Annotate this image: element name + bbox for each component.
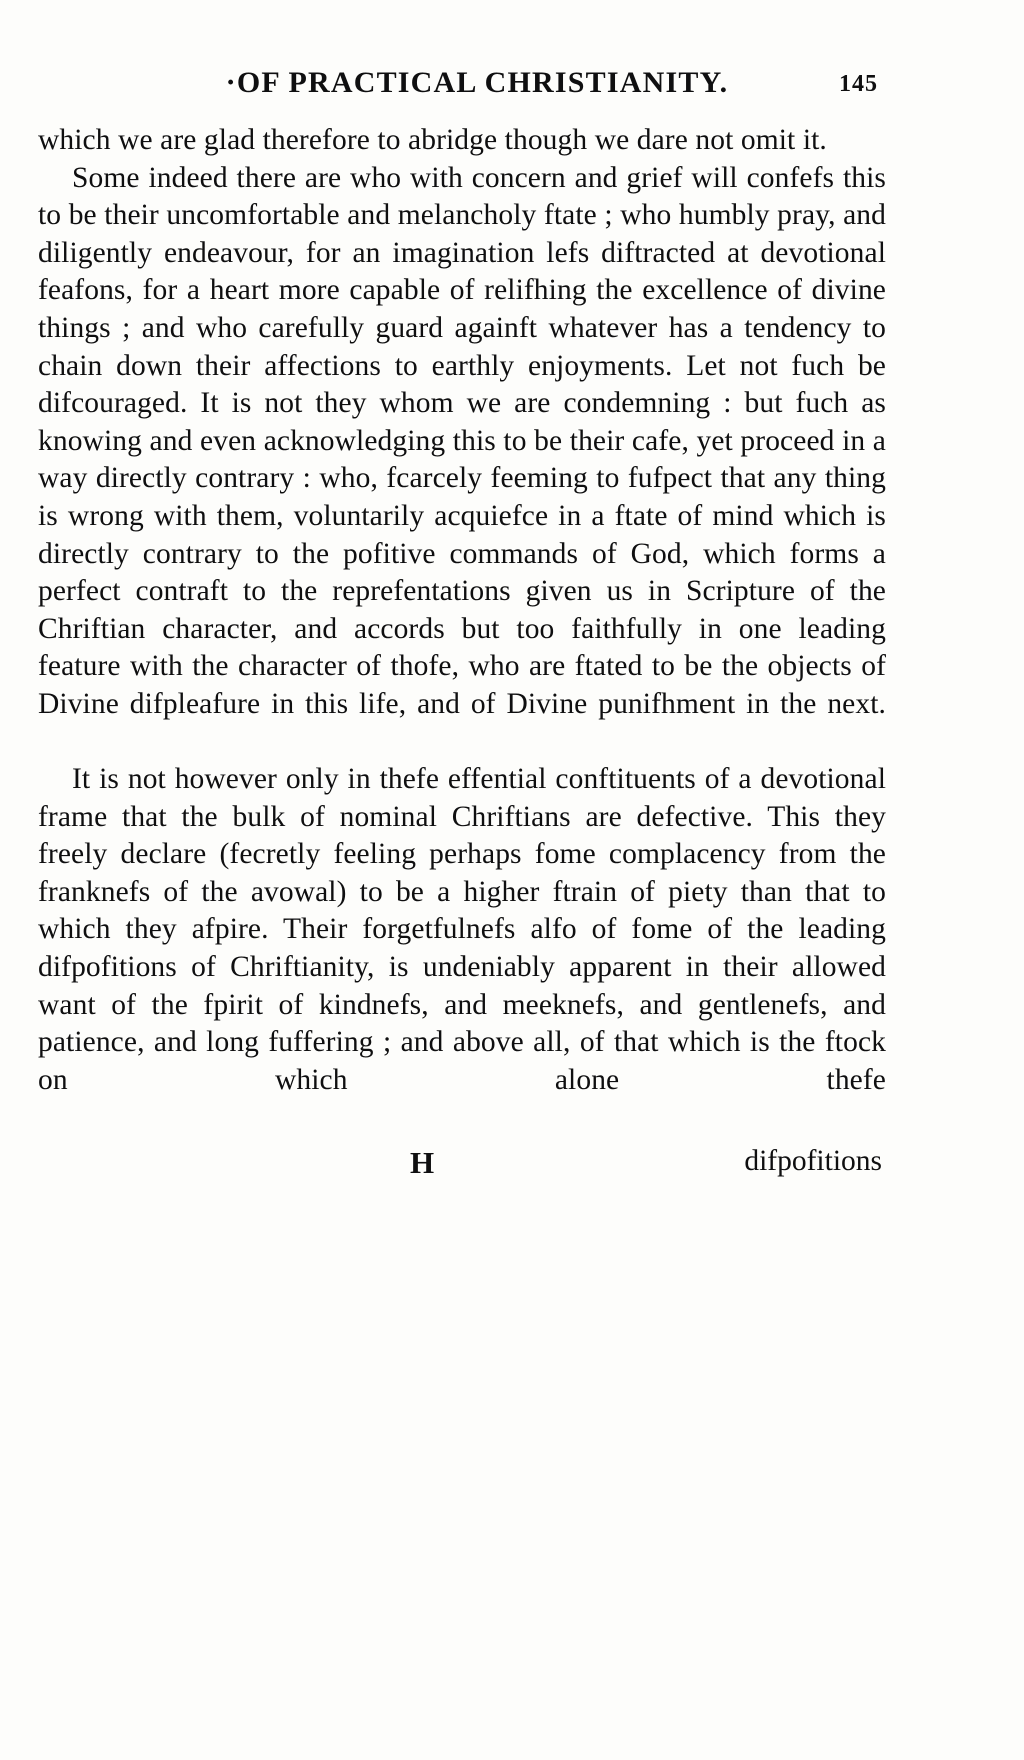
paragraph-1: which we are glad therefore to abridge though we dare not omit it. <box>38 124 827 156</box>
catchword: difpofitions <box>744 1145 882 1178</box>
page-footer <box>38 1145 886 1189</box>
signature-mark: H <box>410 1145 435 1181</box>
paragraph-3: It is not however only in thefe effential conftituents of a devotional frame that the bulk of nominal Chriftians are defective. This they freely declare (fecretly feeling perhaps fome complacency from the franknefs of the avowal) to be a higher ftrain of piety than that to which they afpire. Their forgetfulnefs alfo of fome of the leading difpofitions of Chriftianity, is undeniably apparent in their allowed want of the fpirit of kindnefs, and meeknefs, and gentlenefs, and patience, and long fuffering ; and above all, of that which is the ftock on which alone thefe <box>38 763 886 1096</box>
page-title: ·OF PRACTICAL CHRISTIANITY. <box>225 66 729 99</box>
running-head <box>38 66 886 100</box>
paragraph-2: Some indeed there are who with concern and grief will confefs this to be their uncomfortable and melancholy ftate ; who humbly pray, and diligently endeavour, for an imagination lefs diftracted at devotional feafons, for a heart more capable of relifhing the excellence of divine things ; and who carefully guard againft whatever has a tendency to chain down their affections to earthly enjoyments. Let not fuch be difcouraged. It is not they whom we are condemning : but fuch as knowing and even acknowledging this to be their cafe, yet proceed in a way directly contrary : who, fcarcely feeming to fufpect that any thing is wrong with them, voluntarily acquiefce in a ftate of mind which is directly contrary to the pofitive commands of God, which forms a perfect contraft to the reprefentations given us in Scripture of the Chriftian character, and accords but too faithfully in one leading feature with the character of thofe, who are ftated to be the objects of Divine difpleafure in this life, and of Divine punifhment in the next. <box>38 161 886 720</box>
page-number: 145 <box>839 71 878 97</box>
body-text <box>38 122 886 1137</box>
page-content <box>38 66 886 1189</box>
